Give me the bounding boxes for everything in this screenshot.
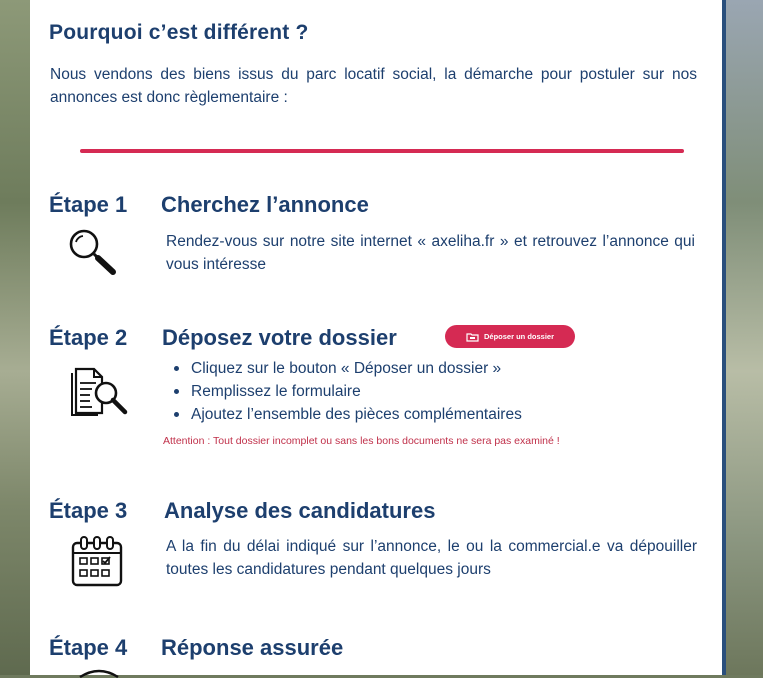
step-4-number: Étape 4 xyxy=(49,635,128,660)
list-item: Cliquez sur le bouton « Déposer un dossier » xyxy=(172,357,522,380)
step-1-title: Cherchez l’annonce xyxy=(161,192,369,217)
step-4-icon xyxy=(76,668,122,678)
step-2-bullets xyxy=(172,357,522,426)
calendar-icon xyxy=(70,535,124,587)
section-heading: Pourquoi c’est différent ? xyxy=(49,21,309,44)
step-3-text: A la fin du délai indiqué sur l’annonce, le ou la commercial.e va dépouiller toutes les candidatures pendant quelques jours xyxy=(166,538,697,578)
folder-icon xyxy=(466,332,479,342)
list-item: Remplissez le formulaire xyxy=(172,380,522,403)
sheet-border xyxy=(722,0,726,675)
deposit-file-button[interactable] xyxy=(445,325,575,348)
document-search-icon xyxy=(68,363,130,417)
step-2-number: Étape 2 xyxy=(49,325,128,350)
background-photo-right xyxy=(723,0,763,675)
step-2-title: Déposez votre dossier xyxy=(162,325,397,350)
deposit-file-button-label: Déposer un dossier xyxy=(483,332,555,341)
divider xyxy=(80,149,684,153)
step-2-warning: Attention : Tout dossier incomplet ou sans les bons documents ne sera pas examiné ! xyxy=(163,435,560,447)
step-1-number: Étape 1 xyxy=(49,192,128,217)
step-3-title: Analyse des candidatures xyxy=(164,498,436,523)
step-3-number: Étape 3 xyxy=(49,498,128,523)
step-1-text: Rendez-vous sur notre site internet « axeliha.fr » et retrouvez l’annonce qui vous intéresse xyxy=(166,233,695,273)
step-4-title: Réponse assurée xyxy=(161,635,344,660)
search-icon xyxy=(66,227,118,277)
intro-paragraph: Nous vendons des biens issus du parc locatif social, la démarche pour postuler sur nos annonces est donc règlementaire : xyxy=(50,66,697,106)
list-item: Ajoutez l’ensemble des pièces complémentaires xyxy=(172,403,522,426)
